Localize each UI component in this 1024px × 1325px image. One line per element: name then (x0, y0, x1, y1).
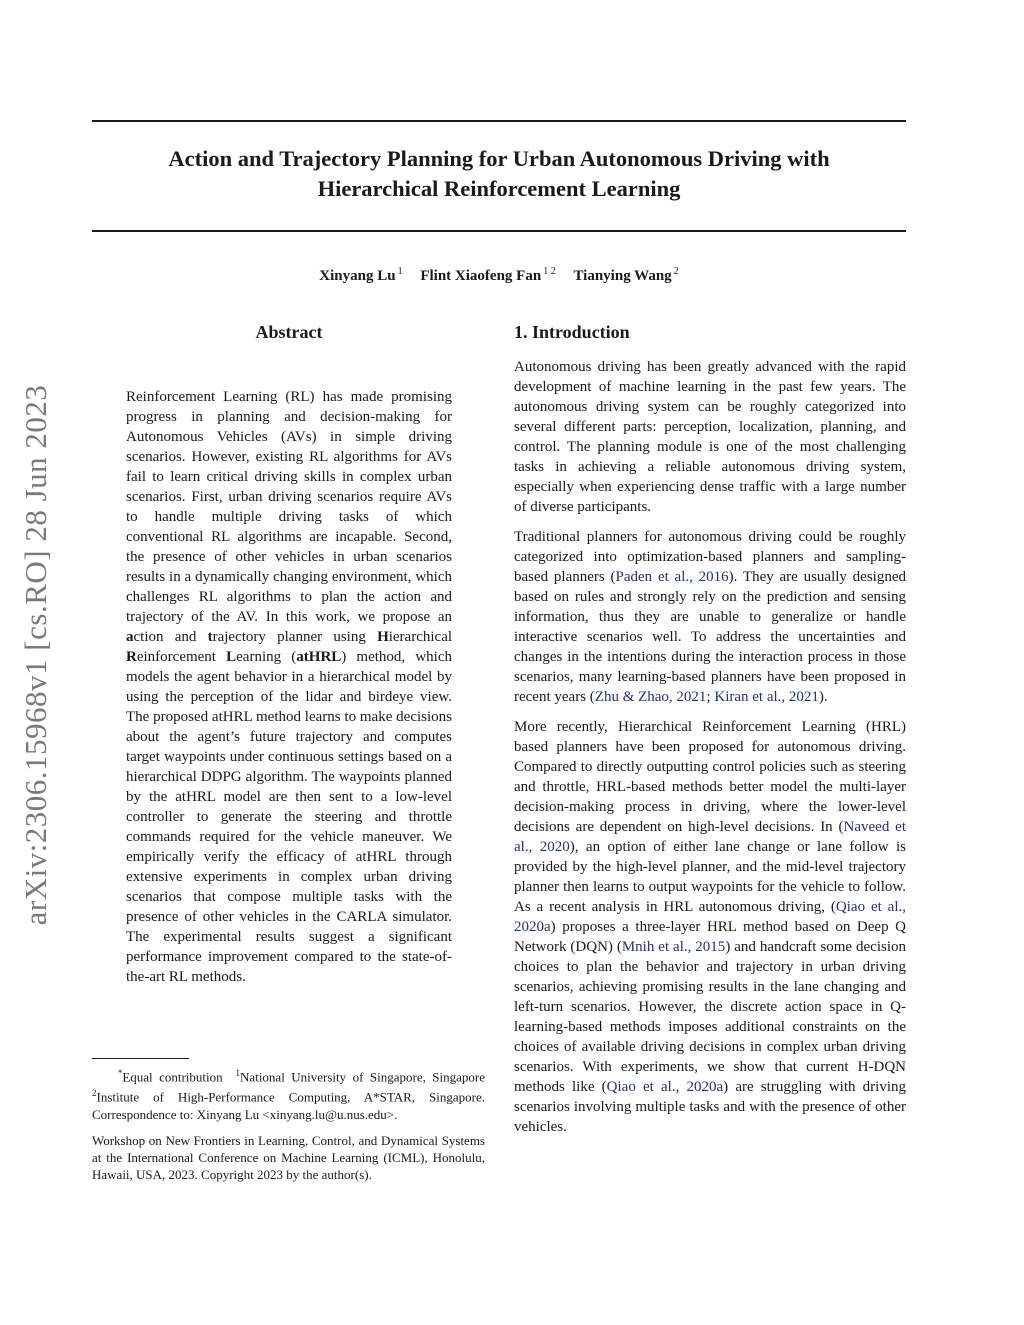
citation-link[interactable]: Naveed et al., 2020 (514, 819, 906, 855)
citation-link[interactable]: Qiao et al., 2020a (606, 1079, 724, 1095)
workshop-note: Workshop on New Frontiers in Learning, Control, and Dynamical Systems at the International Conference on Machine Learning (ICML), Honolulu, Hawaii, USA, 2023. Copyright 2023 by the author(s). (92, 1133, 485, 1182)
author-list (92, 266, 906, 285)
citation-link[interactable]: Zhu & Zhao, 2021 (594, 689, 707, 705)
title-bottom-rule (92, 230, 906, 232)
introduction-heading: 1. Introduction (514, 322, 630, 342)
author-3: Tianying Wang $^2$ (573, 266, 679, 284)
abstract-body: Reinforcement Learning (RL) has made promising progress in planning and decision-making for Autonomous Vehicles (AVs) in simple driving scenarios. However, existing RL algorithms for AVs fail to learn critical driving skills in complex urban scenarios. First, urban driving scenarios require AVs to handle multiple driving tasks of which conventional RL algorithms are incapable. Second, the presence of other vehicles in urban scenarios results in a dynamically changing environment, which challenges RL algorithms to plan the action and trajectory of the AV. In this work, we propose an action and trajectory planner using Hierarchical Reinforcement Learning (atHRL) method, which models the agent behavior in a hierarchical model by using the perception of the lidar and birdeye view. The proposed atHRL method learns to make decisions about the agent’s future trajectory and computes target waypoints under continuous settings based on a hierarchical DDPG algorithm. The waypoints planned by the atHRL model are then sent to a low-level controller to generate the steering and throttle commands required for the vehicle maneuver. We empirically verify the efficacy of atHRL through extensive experiments in complex urban driving scenarios that compose multiple tasks with the presence of other vehicles in the CARLA simulator. The experimental results suggest a significant performance improvement compared to the state-of-the-art RL methods. (126, 389, 453, 985)
abstract-heading: Abstract (255, 322, 323, 342)
citation-link[interactable]: Kiran et al., 2021 (714, 689, 819, 705)
intro-paragraph-1: Autonomous driving has been greatly advanced with the rapid development of machine learning in the past few years. The autonomous driving system can be roughly categorized into several different parts: perception, localization, planning, and control. The planning module is one of the most challenging tasks in achieving a reliable autonomous driving system, especially when experiencing dense traffic with a large number of diverse participants. (514, 359, 906, 515)
introduction-body (514, 357, 906, 1147)
title-line-2: Hierarchical Reinforcement Learning (317, 176, 681, 201)
arxiv-identifier: arXiv:2306.15968v1 [cs.RO] 28 Jun 2023 (18, 384, 53, 926)
top-rule (92, 120, 906, 122)
arxiv-sidebar-stamp (8, 360, 64, 950)
author-footnote: *Equal contribution $^1$National University of Singapore, Singapore $^2$Institute of High-Performance Computing, A*STAR, Singapore. Correspondence to: Xinyang Lu <xinyang.lu@u.nus.edu>. (92, 1068, 486, 1122)
intro-paragraph-2: Traditional planners for autonomous driving could be roughly categorized into optimization-based planners and sampling-based planners (Paden et al., 2016). They are usually designed based on rules and strongly rely on the prediction and sensing information, thus they are unable to generalize or handle interactive scenarios well. To address the uncertainties and changes in the intentions during the interaction process in those scenarios, many learning-based planners have been proposed in recent years (Zhu & Zhao, 2021; Kiran et al., 2021). (514, 529, 907, 705)
citation-link[interactable]: Paden et al., 2016 (615, 569, 729, 585)
author-2: Flint Xiaofeng Fan $^{1 2}$ (420, 266, 556, 284)
citation-link[interactable]: Qiao et al., 2020a (514, 899, 906, 935)
author-1: Xinyang Lu $^1$ (319, 266, 403, 284)
paper-title (92, 144, 906, 204)
title-line-1: Action and Trajectory Planning for Urban Autonomous Driving with (168, 146, 830, 171)
footnote-rule (92, 1058, 189, 1059)
citation-link[interactable]: Mnih et al., 2015 (621, 939, 726, 955)
intro-paragraph-3: More recently, Hierarchical Reinforcement Learning (HRL) based planners have been proposed for autonomous driving. Compared to directly outputting control policies such as steering and throttle, HRL-based methods better model the multi-layer decision-making process in driving, where the lower-level decisions are dependent on high-level decisions. In (Naveed et al., 2020), an option of either lane change or lane follow is provided by the high-level planner, and the mid-level trajectory planner then learns to output waypoints for the vehicle to follow. As a recent analysis in HRL autonomous driving, (Qiao et al., 2020a) proposes a three-layer HRL method based on Deep Q Network (DQN) (Mnih et al., 2015) and handcraft some decision choices to plan the behavior and trajectory in urban driving scenarios, achieving promising results in the lane changing and left-turn scenarios. However, the discrete action space in Q-learning-based methods imposes additional constraints on the choices of available driving decisions in complex urban driving scenarios. With experiments, we show that current H-DQN methods like (Qiao et al., 2020a) are struggling with driving scenarios involving multiple tasks and with the presence of other vehicles. (514, 719, 907, 1135)
